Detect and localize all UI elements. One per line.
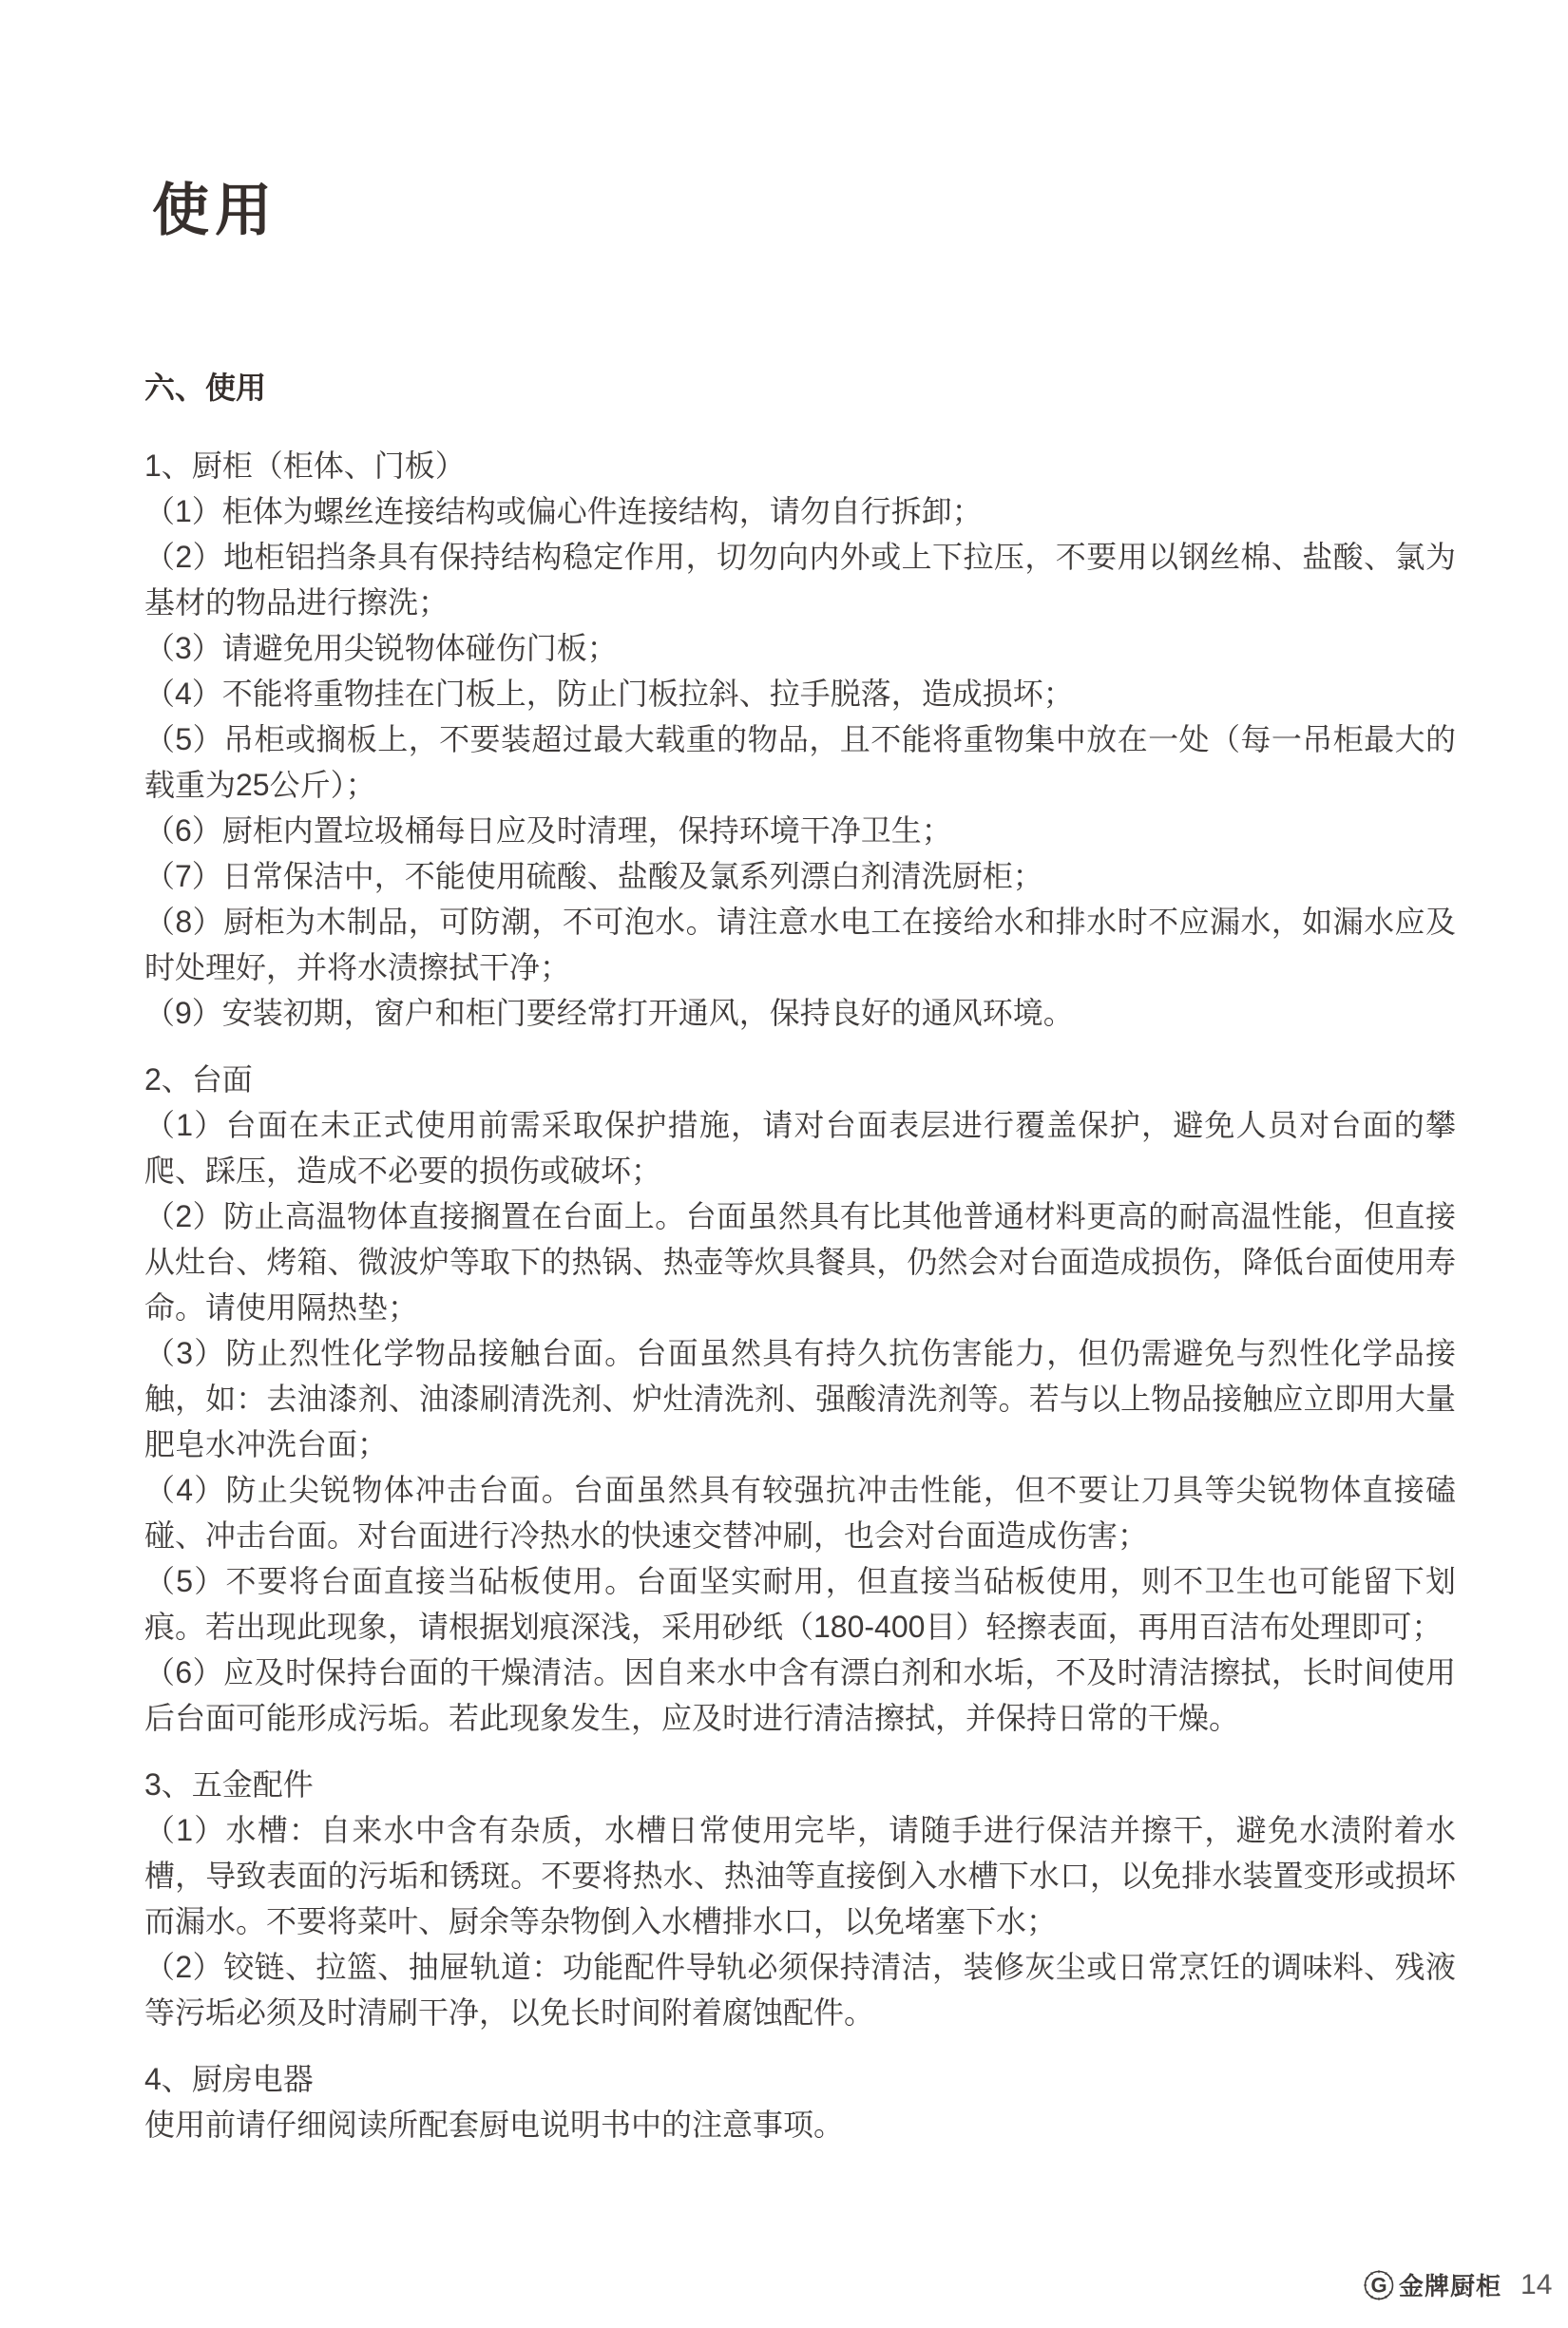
section-item: （2）铰链、拉篮、抽屉轨道：功能配件导轨必须保持清洁，装修灰尘或日常烹饪的调味料、残液等污垢必须及时清刷干净，以免长时间附着腐蚀配件。	[144, 1950, 1456, 2030]
section	[144, 443, 1456, 1036]
section-item: （2）地柜铝挡条具有保持结构稳定作用，切勿向内外或上下拉压，不要用以钢丝棉、盐酸、氯为基材的物品进行擦洗；	[144, 540, 1456, 620]
section-item: （6）应及时保持台面的干燥清洁。因自来水中含有漂白剂和水垢，不及时清洁擦拭，长时间使用后台面可能形成污垢。若此现象发生，应及时进行清洁擦拭，并保持日常的干燥。	[144, 1655, 1456, 1735]
section-heading: 3、五金配件	[144, 1767, 314, 1802]
svg-text:G: G	[1370, 2273, 1387, 2297]
section	[144, 2056, 1456, 2147]
brand-name: 金牌厨柜	[1399, 2272, 1502, 2300]
section-item: （8）厨柜为木制品，可防潮，不可泡水。请注意水电工在接给水和排水时不应漏水，如漏水应及时处理好，并将水渍擦拭干净；	[144, 905, 1456, 984]
section-item: （9）安装初期，窗户和柜门要经常打开通风，保持良好的通风环境。	[144, 996, 1074, 1030]
main-section-heading: 六、使用	[144, 371, 267, 405]
section	[144, 1057, 1456, 1741]
section-item: 使用前请仔细阅读所配套厨电说明书中的注意事项。	[144, 2108, 845, 2142]
section-item: （7）日常保洁中，不能使用硫酸、盐酸及氯系列漂白剂清洗厨柜；	[144, 859, 1043, 893]
footer	[1363, 2267, 1552, 2302]
section-item: （5）不要将台面直接当砧板使用。台面坚实耐用，但直接当砧板使用，则不卫生也可能留下划痕。若出现此现象，请根据划痕深浅，采用砂纸（180-400目）轻擦表面，再用百洁布处理即可；	[144, 1564, 1456, 1644]
section-item: （4）不能将重物挂在门板上，防止门板拉斜、拉手脱落，造成损坏；	[144, 677, 1074, 711]
page-number: 14	[1520, 2268, 1553, 2300]
sections-container	[144, 443, 1456, 2147]
section-heading: 2、台面	[144, 1062, 253, 1097]
section-item: （2）防止高温物体直接搁置在台面上。台面虽然具有比其他普通材料更高的耐高温性能，但直接从灶台、烤箱、微波炉等取下的热锅、热壶等炊具餐具，仍然会对台面造成损伤，降低台面使用寿命。请使用隔热垫；	[144, 1199, 1456, 1325]
section	[144, 1762, 1456, 2035]
section-heading: 4、厨房电器	[144, 2062, 314, 2096]
section-item: （5）吊柜或搁板上，不要装超过最大载重的物品，且不能将重物集中放在一处（每一吊柜最大的载重为25公斤）；	[144, 722, 1456, 802]
section-item: （1）台面在未正式使用前需采取保护措施，请对台面表层进行覆盖保护，避免人员对台面的攀爬、踩压，造成不必要的损伤或破坏；	[144, 1108, 1456, 1188]
section-item: （3）防止烈性化学物品接触台面。台面虽然具有持久抗伤害能力，但仍需避免与烈性化学品接触，如：去油漆剂、油漆刷清洗剂、炉灶清洗剂、强酸清洗剂等。若与以上物品接触应立即用大量肥皂水冲洗台面；	[144, 1336, 1456, 1461]
section-item: （3）请避免用尖锐物体碰伤门板；	[144, 631, 618, 665]
brand-logo-icon	[1363, 2269, 1395, 2301]
document-title: 使用	[152, 179, 277, 243]
section-item: （1）水槽：自来水中含有杂质，水槽日常使用完毕，请随手进行保洁并擦干，避免水渍附着水槽，导致表面的污垢和锈斑。不要将热水、热油等直接倒入水槽下水口，以免排水装置变形或损坏而漏水。不要将菜叶、厨余等杂物倒入水槽排水口，以免堵塞下水；	[144, 1813, 1456, 1938]
section-item: （1）柜体为螺丝连接结构或偏心件连接结构，请勿自行拆卸；	[144, 494, 983, 528]
section-item: （6）厨柜内置垃圾桶每日应及时清理，保持环境干净卫生；	[144, 813, 952, 848]
section-heading: 1、厨柜（柜体、门板）	[144, 448, 466, 483]
document-body	[144, 365, 1456, 2147]
section-item: （4）防止尖锐物体冲击台面。台面虽然具有较强抗冲击性能，但不要让刀具等尖锐物体直接磕碰、冲击台面。对台面进行冷热水的快速交替冲刷，也会对台面造成伤害；	[144, 1473, 1456, 1553]
